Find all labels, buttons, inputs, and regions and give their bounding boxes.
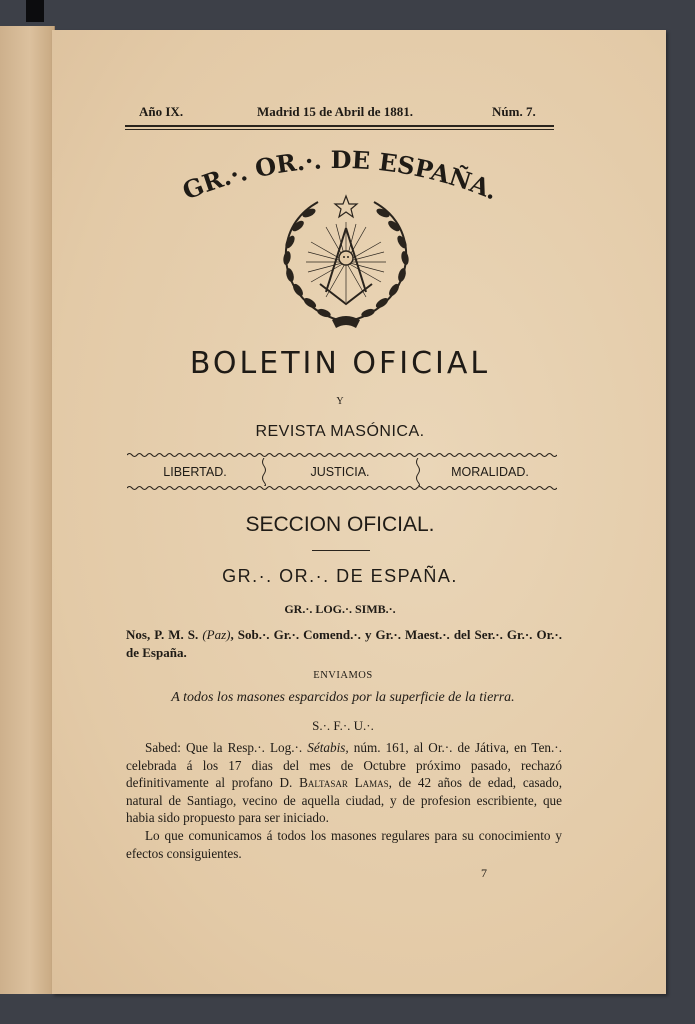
title-conjunction: Y — [336, 396, 344, 407]
journal-subtitle: REVISTA MASÓNICA. — [255, 423, 425, 440]
decree-address: A todos los masones esparcidos por la superficie de la tierra. — [171, 690, 515, 705]
section-title: SECCION OFICIAL. — [245, 513, 435, 536]
section-org: GR.·. OR.·. DE ESPAÑA. — [222, 566, 458, 586]
motto-top-wave — [127, 451, 557, 459]
decree-paragraph-1 — [126, 739, 562, 827]
p1-text-c: , de 42 años de edad, casado, natural de Santiago, vecino de aquella ciudad, y de profesion escribiente, que habia sido propuesto para ser iniciado. — [126, 775, 562, 826]
motto-libertad: LIBERTAD. — [163, 465, 227, 479]
decree-sfu: S.·. F.·. U.·. — [312, 718, 374, 733]
page-number: 7 — [481, 866, 487, 880]
p1-person-name: Baltasar Lamas — [299, 775, 389, 791]
masthead-rule-thin — [125, 129, 554, 130]
p1-text-a: Sabed: Que la Resp.·. Log.·. — [145, 740, 308, 755]
p1-text-b: núm. 161, al Or.·. de Játiva, en Ten.·. celebrada á los 17 dias del mes de Octubre próximo pasado, rechazó definitivamente al profano D. — [126, 740, 563, 791]
previous-page-edge — [0, 26, 55, 994]
decree-nos-italic: (Paz) — [202, 627, 231, 642]
motto-justicia: JUSTICIA. — [310, 465, 370, 479]
decree-nos — [126, 626, 562, 662]
p1-lodge-name: Sétabis, — [307, 740, 349, 755]
masonic-seal-icon — [276, 192, 416, 332]
decree-paragraph-2: Lo que comunicamos á todos los masones regulares para su conocimiento y efectos consiguientes. — [126, 827, 562, 861]
motto-bottom-wave — [127, 484, 557, 492]
journal-title: BOLETIN OFICIAL — [189, 346, 491, 381]
masthead-year: Año IX. — [139, 104, 184, 119]
section-lodge: GR.·. LOG.·. SIMB.·. — [284, 602, 396, 616]
masthead-rule — [125, 125, 554, 127]
binder-clip — [26, 0, 44, 22]
decree-nos-rest: , Sob.·. Gr.·. Comend.·. y Gr.·. Maest.·. del Ser.·. Gr.·. Or.·. de España. — [126, 627, 562, 660]
decree-body — [126, 739, 562, 862]
motto-divider-1 — [260, 458, 268, 486]
section-rule — [312, 550, 370, 551]
masthead-number: Núm. 7. — [492, 104, 536, 119]
masthead-date: Madrid 15 de Abril de 1881. — [257, 104, 414, 119]
motto-moralidad: MORALIDAD. — [451, 465, 529, 479]
arched-title-text: GR.·. OR.·. DE ESPAÑA. — [178, 144, 502, 206]
motto-divider-2 — [414, 458, 422, 486]
decree-nos-prefix: Nos, P. M. S. — [126, 627, 203, 642]
decree-enviamos: ENVIAMOS — [313, 670, 373, 681]
